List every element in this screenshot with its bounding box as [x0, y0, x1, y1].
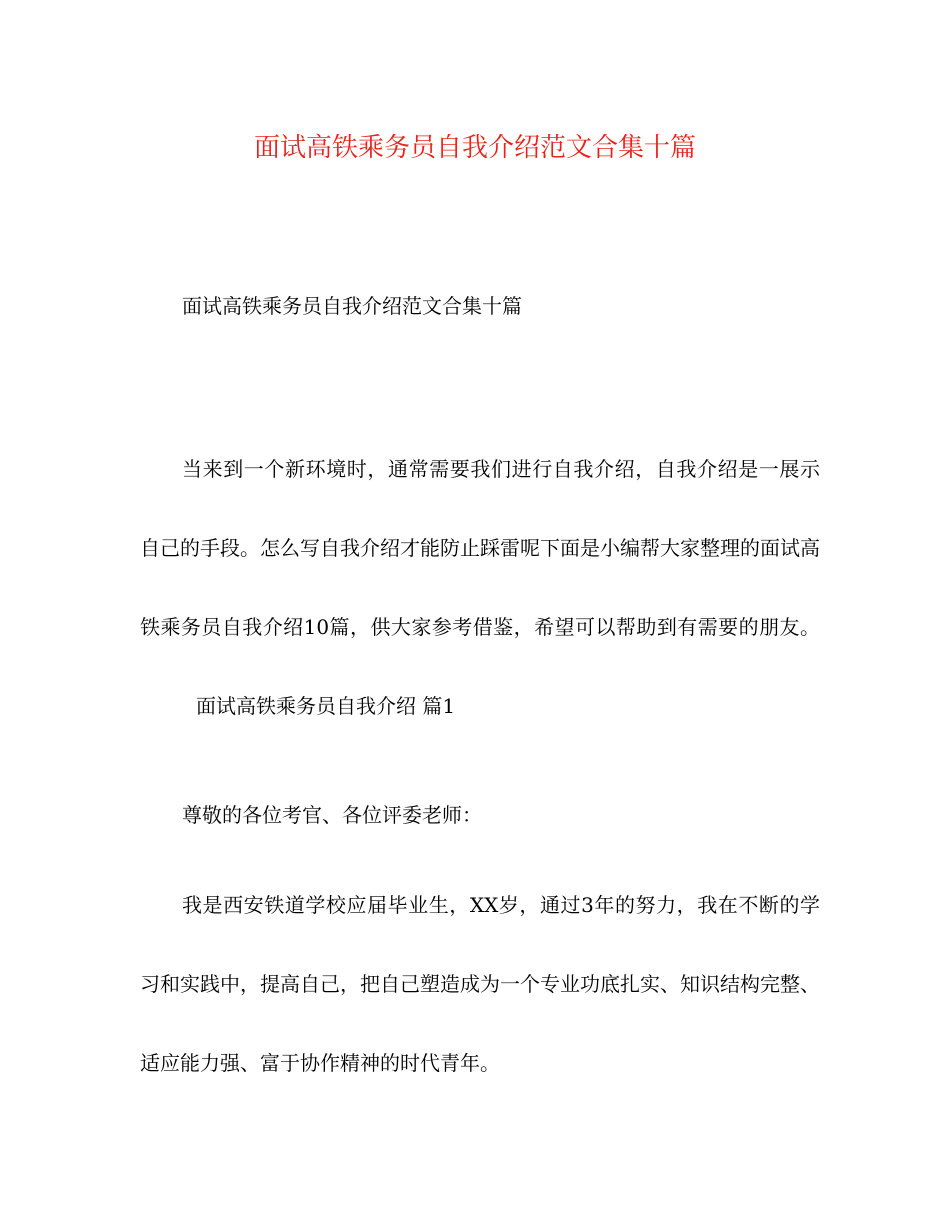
document-subtitle: 面试高铁乘务员自我介绍范文合集十篇 [182, 294, 522, 318]
intro-text: 当来到一个新环境时，通常需要我们进行自我介绍，自我介绍是一展示自己的手段。怎么写自我介绍才能防止踩雷呢下面是小编帮大家整理的面试高铁乘务员自我介绍10篇，供大家参考借鉴，希望可以帮助到有需要的朋友。 [140, 457, 820, 639]
self-intro-paragraph: 我是西安铁道学校应届毕业生，XX岁，通过3年的努力，我在不断的学习和实践中，提高自己，把自己塑造成为一个专业功底扎实、知识结构完整、适应能力强、富于协作精神的时代青年。 [140, 893, 820, 1075]
greeting-paragraph: 尊敬的各位考官、各位评委老师： [182, 803, 482, 827]
intro-paragraph [140, 430, 820, 746]
document-title: 面试高铁乘务员自我介绍范文合集十篇 [253, 133, 696, 163]
section-heading: 面试高铁乘务员自我介绍 篇1 [196, 694, 456, 718]
